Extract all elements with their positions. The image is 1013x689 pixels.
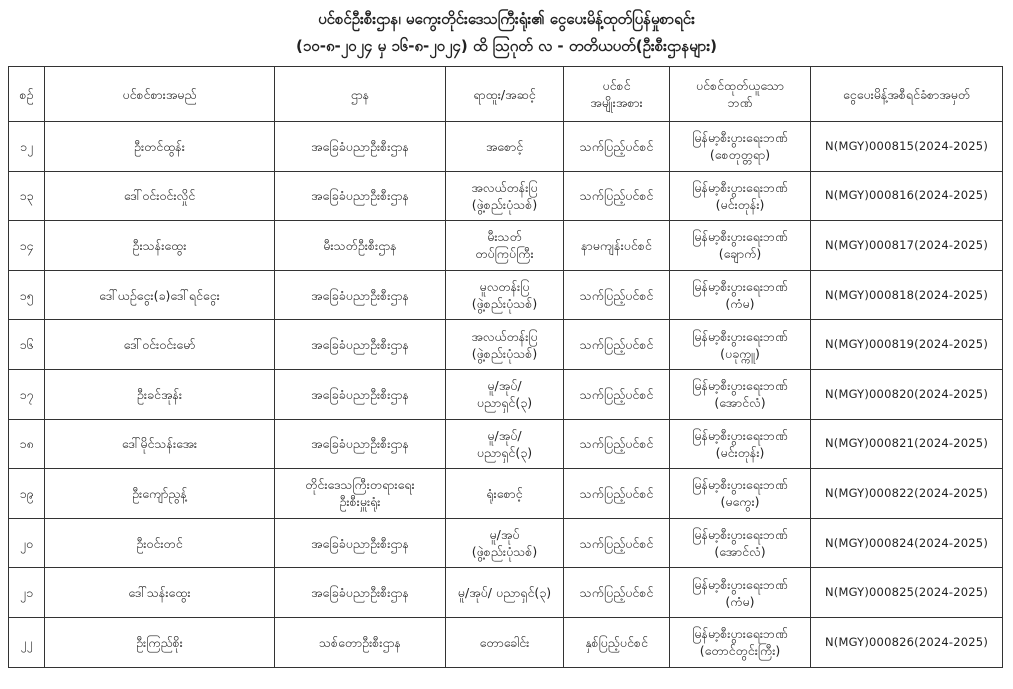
- cell-bank: [670, 568, 811, 618]
- cell-rank: [446, 568, 564, 618]
- cell-bank-line-2: (တောင်တွင်းကြီး): [699, 643, 781, 659]
- cell-no-line-1: ၁၆: [19, 337, 34, 353]
- cell-name: [45, 122, 275, 172]
- column-header-bank: [670, 67, 811, 122]
- cell-pension-type-line-1: သက်ပြည့်ပင်စင်: [579, 436, 654, 452]
- cell-bank-line-2: (မင်းတုန်း): [715, 196, 765, 212]
- cell-no-line-1: ၁၂: [19, 138, 34, 154]
- cell-name: [45, 617, 275, 667]
- column-header-rank: ရာထူး/အဆင့်: [446, 67, 564, 122]
- cell-bank-line-2: (အောင်လံ): [714, 544, 766, 560]
- column-header-name: ပင်စင်စားအမည်: [45, 67, 275, 122]
- cell-rank: [446, 369, 564, 419]
- document-header: [0, 0, 1013, 64]
- cell-permit-no: [811, 419, 1003, 469]
- cell-rank-line-2: (ဖွဲ့စည်းပုံသစ်): [471, 296, 538, 312]
- cell-department: [275, 369, 446, 419]
- column-header-pension-type-l2: အမျိုးအစား: [590, 95, 643, 110]
- cell-bank: [670, 469, 811, 519]
- cell-rank-line-2: တပ်ကြပ်ကြီး: [475, 246, 534, 262]
- cell-department: [275, 419, 446, 469]
- table-row: [9, 320, 1003, 370]
- cell-no-line-1: ၁၅: [19, 287, 34, 303]
- cell-pension-type-line-1: နှစ်ပြည့်ပင်စင်: [585, 634, 648, 650]
- cell-department-line-1: သစ်တောဦးစီးဌာန: [318, 634, 402, 650]
- cell-permit-no: [811, 469, 1003, 519]
- cell-pension-type: [564, 518, 670, 568]
- cell-permit-no-line-1: N(MGY)000817(2024-2025): [824, 237, 989, 252]
- cell-permit-no-line-1: N(MGY)000816(2024-2025): [824, 188, 989, 203]
- cell-permit-no: [811, 369, 1003, 419]
- cell-rank-line-1: မူ/အုပ်/ ပညာရှင်(၃): [457, 585, 552, 601]
- cell-rank: [446, 419, 564, 469]
- cell-permit-no: [811, 221, 1003, 271]
- cell-no-line-1: ၂၂: [20, 634, 33, 650]
- cell-bank: [670, 518, 811, 568]
- cell-rank-line-1: ရုံးစောင့်: [486, 485, 523, 501]
- cell-name: [45, 369, 275, 419]
- table-row: [9, 171, 1003, 221]
- cell-rank-line-2: (ဖွဲ့စည်းပုံသစ်): [471, 345, 538, 361]
- cell-bank-line-1: မြန်မာ့စီးပွားရေးဘဏ်: [692, 527, 788, 543]
- cell-no-line-1: ၂၀: [19, 535, 34, 551]
- cell-bank-line-2: (ကံမ): [725, 296, 755, 312]
- cell-rank: [446, 221, 564, 271]
- cell-department: [275, 270, 446, 320]
- cell-name-line-1: ဦးကြည်စိုး: [136, 634, 183, 650]
- cell-bank-line-1: မြန်မာ့စီးပွားရေးဘဏ်: [692, 279, 788, 295]
- cell-pension-type-line-1: သက်ပြည့်ပင်စင်: [579, 535, 654, 551]
- cell-name-line-1: ဦးတင်ထွန်း: [134, 138, 185, 154]
- cell-pension-type: [564, 369, 670, 419]
- cell-permit-no-line-1: N(MGY)000819(2024-2025): [824, 337, 989, 352]
- cell-department-line-1: အခြေခံပညာဦးစီးဌာန: [311, 535, 409, 551]
- cell-rank: [446, 122, 564, 172]
- cell-rank-line-1: အစောင့်: [485, 138, 524, 154]
- cell-rank: [446, 617, 564, 667]
- cell-name: [45, 221, 275, 271]
- table-row: [9, 270, 1003, 320]
- cell-department-line-2: ဦးစီးမှူးရုံး: [339, 494, 381, 510]
- column-header-no: စဉ်: [9, 67, 45, 122]
- cell-name-line-1: ဒေါ်ယဉ်ငွေး(ခ)ဒေါ်ရင်ငွေး: [99, 287, 220, 303]
- cell-bank-line-1: မြန်မာ့စီးပွားရေးဘဏ်: [692, 229, 788, 245]
- cell-pension-type: [564, 221, 670, 271]
- cell-name: [45, 518, 275, 568]
- cell-department-line-1: မီးသတ်ဦးစီးဌာန: [323, 237, 397, 253]
- table-row: [9, 617, 1003, 667]
- cell-permit-no: [811, 617, 1003, 667]
- cell-bank: [670, 122, 811, 172]
- cell-department-line-1: အခြေခံပညာဦးစီးဌာန: [311, 585, 409, 601]
- cell-name-line-1: ဒေါ်ဝင်းဝင်းလှိုင်: [123, 188, 196, 204]
- table-body: [9, 122, 1003, 668]
- table-header-row: [9, 67, 1003, 122]
- table-row: [9, 122, 1003, 172]
- cell-department: [275, 568, 446, 618]
- cell-pension-type-line-1: သက်ပြည့်ပင်စင်: [579, 585, 654, 601]
- column-header-department: ဌာန: [275, 67, 446, 122]
- cell-no: [9, 568, 45, 618]
- cell-permit-no-line-1: N(MGY)000822(2024-2025): [824, 485, 989, 500]
- cell-bank-line-1: မြန်မာ့စီးပွားရေးဘဏ်: [692, 179, 788, 195]
- cell-name: [45, 568, 275, 618]
- cell-bank-line-1: မြန်မာ့စီးပွားရေးဘဏ်: [692, 626, 788, 642]
- cell-pension-type-line-1: သက်ပြည့်ပင်စင်: [579, 386, 654, 402]
- cell-bank: [670, 221, 811, 271]
- cell-rank-line-1: တောခေါင်း: [479, 634, 530, 650]
- document-title: ပင်စင်ဦးစီးဌာန၊ မကွေးတိုင်းဒေသကြီးရုံး၏ ငွေပေးမိန့်ထုတ်ပြန်မှုစာရင်း: [318, 10, 695, 28]
- cell-rank-line-1: အလယ်တန်းပြ: [471, 328, 538, 344]
- cell-pension-type: [564, 419, 670, 469]
- cell-bank-line-2: (ကံမ): [725, 593, 755, 609]
- cell-pension-type-line-1: သက်ပြည့်ပင်စင်: [579, 287, 654, 303]
- cell-pension-type-line-1: သက်ပြည့်ပင်စင်: [579, 138, 654, 154]
- cell-no-line-1: ၁၉: [19, 485, 34, 501]
- cell-no: [9, 221, 45, 271]
- cell-permit-no: [811, 320, 1003, 370]
- cell-bank: [670, 270, 811, 320]
- cell-rank-line-1: အလယ်တန်းပြ: [471, 179, 538, 195]
- column-header-pension-type-l1: ပင်စင်: [602, 78, 631, 93]
- cell-pension-type-line-1: သက်ပြည့်ပင်စင်: [579, 188, 654, 204]
- cell-department-line-1: အခြေခံပညာဦးစီးဌာန: [311, 188, 409, 204]
- cell-rank-line-2: ပညာရှင်(၃): [476, 395, 533, 411]
- cell-name-line-1: ဦးဝင်းတင်: [136, 535, 183, 551]
- table-row: [9, 518, 1003, 568]
- cell-pension-type-line-1: သက်ပြည့်ပင်စင်: [579, 337, 654, 353]
- cell-pension-type-line-1: သက်ပြည့်ပင်စင်: [579, 485, 654, 501]
- cell-name-line-1: ဦးခင်အုန်း: [136, 386, 183, 402]
- cell-pension-type-line-1: နာမကျန်းပင်စင်: [581, 237, 652, 253]
- cell-department-line-1: အခြေခံပညာဦးစီးဌာန: [311, 386, 409, 402]
- cell-department: [275, 617, 446, 667]
- cell-bank: [670, 369, 811, 419]
- cell-permit-no-line-1: N(MGY)000818(2024-2025): [824, 287, 989, 302]
- column-header-pension-type: [564, 67, 670, 122]
- cell-name: [45, 419, 275, 469]
- cell-permit-no: [811, 171, 1003, 221]
- cell-name: [45, 270, 275, 320]
- cell-no: [9, 518, 45, 568]
- cell-bank-line-2: (အောင်လံ): [714, 395, 766, 411]
- cell-permit-no: [811, 568, 1003, 618]
- cell-bank-line-2: (မင်းတုန်း): [715, 444, 765, 460]
- cell-no-line-1: ၁၈: [19, 436, 34, 452]
- cell-bank-line-1: မြန်မာ့စီးပွားရေးဘဏ်: [692, 576, 788, 592]
- cell-no: [9, 122, 45, 172]
- cell-department: [275, 320, 446, 370]
- cell-name: [45, 469, 275, 519]
- cell-rank-line-1: မူ/အုပ်/: [487, 427, 522, 443]
- cell-name-line-1: ဦးသန်းထွေး: [132, 237, 187, 253]
- cell-rank: [446, 320, 564, 370]
- cell-bank-line-2: (ပခုက္ကူ): [720, 345, 760, 361]
- cell-bank: [670, 617, 811, 667]
- cell-pension-type: [564, 617, 670, 667]
- cell-department: [275, 171, 446, 221]
- cell-rank: [446, 171, 564, 221]
- cell-name-line-1: ဒေါ်သန်းထွေး: [128, 585, 191, 601]
- table-row: [9, 221, 1003, 271]
- cell-pension-type: [564, 320, 670, 370]
- cell-department: [275, 221, 446, 271]
- cell-name: [45, 320, 275, 370]
- cell-permit-no: [811, 122, 1003, 172]
- cell-rank-line-1: မီးသတ်: [487, 229, 522, 245]
- cell-rank-line-2: (ဖွဲ့စည်းပုံသစ်): [471, 544, 538, 560]
- table-row: [9, 419, 1003, 469]
- cell-pension-type: [564, 469, 670, 519]
- cell-department-line-1: အခြေခံပညာဦးစီးဌာန: [311, 337, 409, 353]
- cell-no: [9, 617, 45, 667]
- cell-department: [275, 469, 446, 519]
- cell-permit-no: [811, 270, 1003, 320]
- cell-no: [9, 369, 45, 419]
- cell-rank-line-2: (ဖွဲ့စည်းပုံသစ်): [471, 196, 538, 212]
- cell-bank-line-1: မြန်မာ့စီးပွားရေးဘဏ်: [692, 477, 788, 493]
- cell-no-line-1: ၁၇: [19, 386, 34, 402]
- cell-no-line-1: ၁၃: [19, 188, 34, 204]
- cell-bank: [670, 320, 811, 370]
- cell-department-line-1: အခြေခံပညာဦးစီးဌာန: [311, 287, 409, 303]
- cell-no: [9, 270, 45, 320]
- cell-pension-type: [564, 270, 670, 320]
- cell-department-line-1: အခြေခံပညာဦးစီးဌာန: [311, 436, 409, 452]
- column-header-bank-l2: ဘဏ်: [727, 95, 753, 110]
- cell-permit-no-line-1: N(MGY)000825(2024-2025): [824, 585, 989, 600]
- cell-permit-no: [811, 518, 1003, 568]
- pension-table: [8, 66, 1003, 668]
- cell-bank-line-2: (ချောက်): [718, 246, 762, 262]
- cell-name-line-1: ဦးကျော်ညွန့်: [132, 485, 187, 501]
- cell-rank-line-1: မူလတန်းပြ: [479, 279, 530, 295]
- cell-department: [275, 518, 446, 568]
- cell-permit-no-line-1: N(MGY)000815(2024-2025): [824, 138, 989, 153]
- cell-bank-line-2: (စေတုတ္တရာ): [709, 147, 771, 163]
- cell-department-line-1: တိုင်းဒေသကြီးတရားရေး: [305, 477, 415, 493]
- table-row: [9, 568, 1003, 618]
- cell-bank-line-1: မြန်မာ့စီးပွားရေးဘဏ်: [692, 427, 788, 443]
- cell-no: [9, 469, 45, 519]
- cell-bank: [670, 419, 811, 469]
- cell-department: [275, 122, 446, 172]
- cell-no: [9, 171, 45, 221]
- cell-no-line-1: ၁၄: [19, 237, 34, 253]
- cell-pension-type: [564, 171, 670, 221]
- cell-permit-no-line-1: N(MGY)000820(2024-2025): [824, 386, 989, 401]
- cell-pension-type: [564, 568, 670, 618]
- cell-rank: [446, 518, 564, 568]
- cell-bank: [670, 171, 811, 221]
- cell-pension-type: [564, 122, 670, 172]
- cell-rank-line-1: မူ/အုပ်/: [487, 378, 522, 394]
- document-subtitle: (၁၀-၈-၂၀၂၄ မှ ၁၆-၈-၂၀၂၄) ထိ ဩဂုတ် လ - တတိယပတ်(ဦးစီးဌာနများ): [295, 37, 718, 55]
- column-header-bank-l1: ပင်စင်ထုတ်ယူသော: [696, 78, 784, 93]
- cell-bank-line-2: (မကွေး): [720, 494, 760, 510]
- cell-rank: [446, 469, 564, 519]
- cell-name: [45, 171, 275, 221]
- cell-name-line-1: ဒေါ်ဝင်းဝင်းမော်: [123, 337, 196, 353]
- cell-bank-line-1: မြန်မာ့စီးပွားရေးဘဏ်: [692, 328, 788, 344]
- table-row: [9, 469, 1003, 519]
- cell-bank-line-1: မြန်မာ့စီးပွားရေးဘဏ်: [692, 130, 788, 146]
- cell-name-line-1: ဒေါ်မိုင်သန်းအေး: [121, 436, 198, 452]
- table-row: [9, 369, 1003, 419]
- cell-bank-line-1: မြန်မာ့စီးပွားရေးဘဏ်: [692, 378, 788, 394]
- cell-permit-no-line-1: N(MGY)000826(2024-2025): [824, 634, 989, 649]
- cell-rank-line-2: ပညာရှင်(၃): [476, 444, 533, 460]
- cell-no: [9, 419, 45, 469]
- cell-rank-line-1: မူ/အုပ်: [489, 527, 520, 543]
- cell-department-line-1: အခြေခံပညာဦးစီးဌာန: [311, 138, 409, 154]
- cell-rank: [446, 270, 564, 320]
- cell-permit-no-line-1: N(MGY)000821(2024-2025): [824, 436, 989, 451]
- cell-permit-no-line-1: N(MGY)000824(2024-2025): [824, 535, 989, 550]
- cell-no: [9, 320, 45, 370]
- cell-no-line-1: ၂၁: [19, 585, 34, 601]
- column-header-permit-no: ငွေပေးမိန့်အစီရင်ခံစာအမှတ်: [811, 67, 1003, 122]
